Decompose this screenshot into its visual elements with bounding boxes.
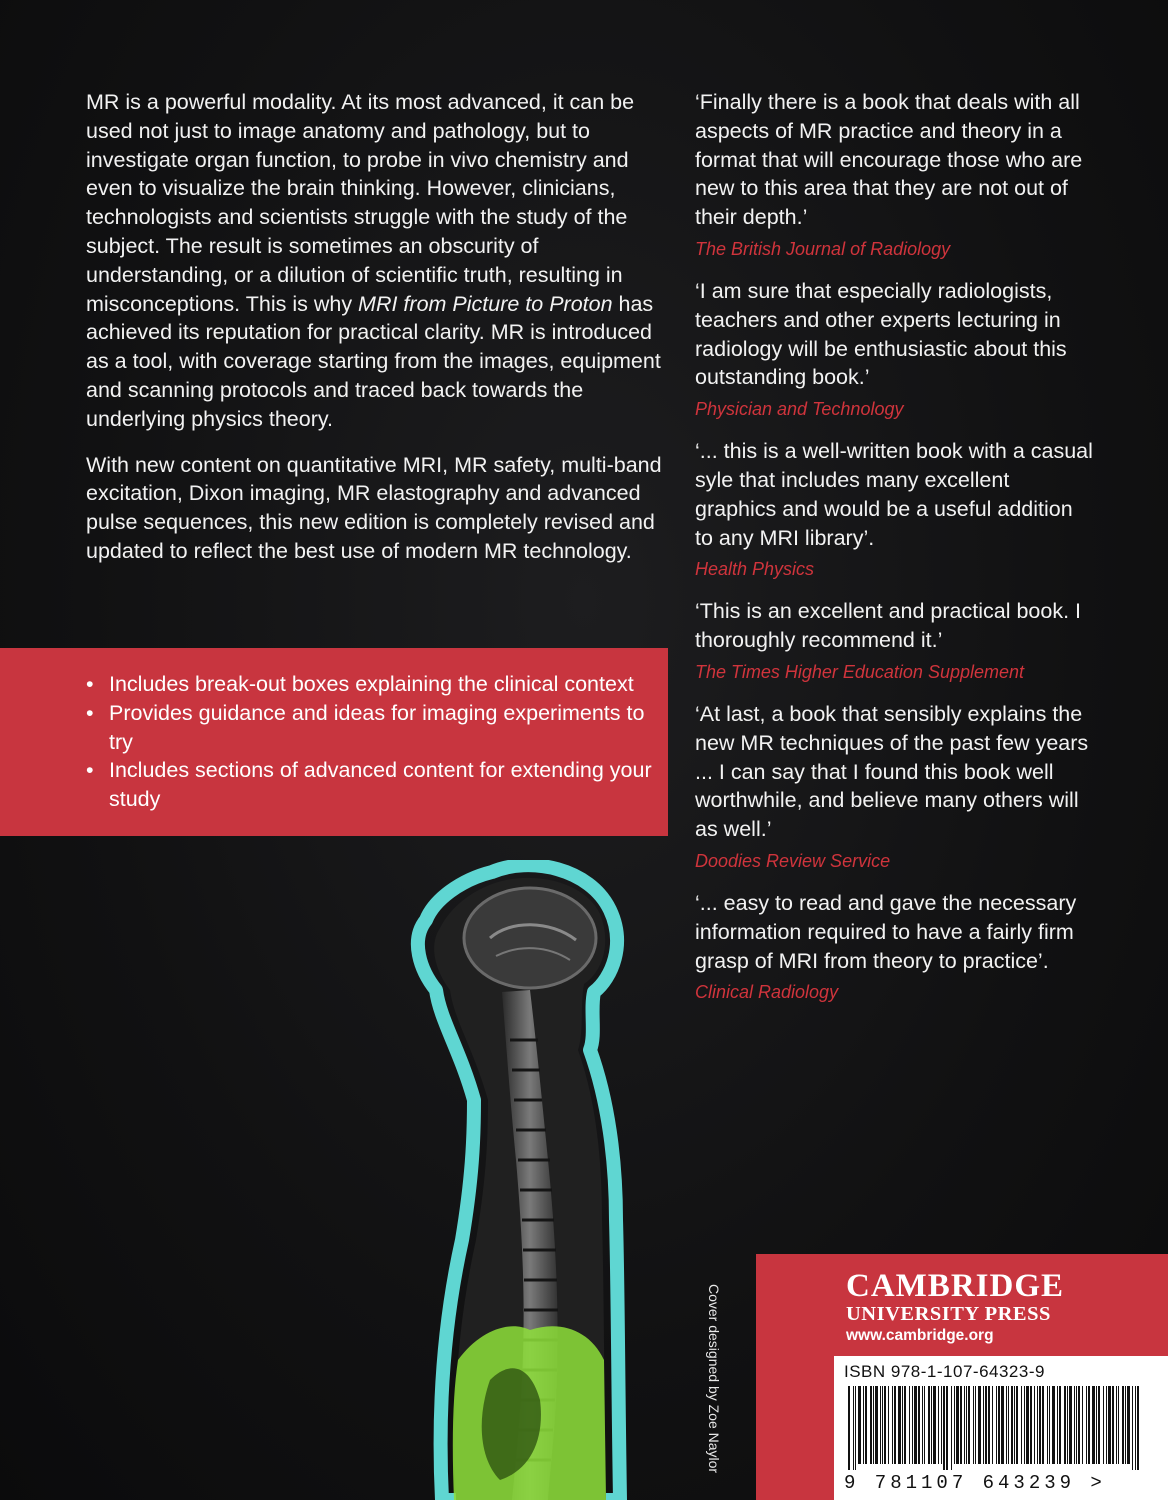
barcode-bar <box>1125 1386 1126 1464</box>
barcode-bar <box>978 1386 981 1464</box>
barcode-bar <box>996 1386 997 1464</box>
quote-text: ‘... easy to read and gave the necessary information required to have a fairly firm grasp of MRI from theory to practice’. <box>695 890 1077 973</box>
barcode-bar <box>1030 1386 1032 1464</box>
barcode-bar <box>873 1386 874 1464</box>
barcode-bar <box>985 1386 987 1464</box>
barcode-bar <box>1016 1386 1018 1464</box>
quote-text: ‘At last, a book that sensibly explains the new MR techniques of the past few years ... I can say that I found this book well worthwhile, and believe many others will as well.’ <box>695 701 1089 842</box>
barcode-bar <box>865 1386 867 1464</box>
barcode-bar <box>1082 1386 1083 1464</box>
barcode-bar <box>892 1386 893 1464</box>
barcode-bar <box>1122 1386 1124 1464</box>
barcode-bar <box>954 1386 955 1464</box>
barcode-bar <box>1034 1386 1035 1464</box>
barcode-bar <box>858 1386 861 1464</box>
barcode-bars <box>846 1386 1146 1470</box>
barcode-bar <box>1088 1386 1090 1464</box>
quote-source: Health Physics <box>695 559 815 580</box>
barcode-bar <box>1014 1386 1015 1464</box>
barcode-bar <box>902 1386 903 1464</box>
barcode-bar <box>938 1386 939 1464</box>
barcode-bar <box>1059 1386 1061 1464</box>
quote-source: Physician and Technology <box>695 399 904 420</box>
description-text-b: has achieved its reputation for practical clarity. MR is introduced as a tool, with coverage starting from the images, equipment and scanning protocols and traced back towards the underlying physics theory. <box>86 291 661 431</box>
barcode-bar <box>1037 1386 1038 1464</box>
barcode-bar <box>870 1386 872 1464</box>
barcode-bar <box>941 1386 942 1464</box>
quote-text: ‘This is an excellent and practical book. I thoroughly recommend it.’ <box>695 599 1082 653</box>
feature-text: Includes break-out boxes explaining the clinical context <box>109 672 634 696</box>
description-text-a: MR is a powerful modality. At its most advanced, it can be used not just to image anatomy and pathology, but to investigate organ function, to probe in vivo chemistry and even to visualize the brain thinking. However, clinicians, technologists and scientists struggle with the study of the subject. The result is sometimes an obscurity of understanding, or a dilution of scientific truth, resulting in misconceptions. This is why <box>86 90 635 316</box>
barcode-bar <box>848 1386 850 1470</box>
quote-text: ‘Finally there is a book that deals with all aspects of MR practice and theory in a format that will encourage those who are new to this area that they are not out of their depth.’ <box>695 90 1083 230</box>
isbn-label: ISBN 978-1-107-64323-9 <box>844 1362 1045 1381</box>
barcode-bar <box>1127 1386 1130 1464</box>
quote-source: Clinical Radiology <box>695 982 839 1003</box>
review-quote <box>695 597 1095 684</box>
barcode-bar <box>1108 1386 1111 1464</box>
publisher-name: CAMBRIDGE <box>846 1268 1065 1304</box>
barcode-bar <box>1112 1386 1114 1464</box>
review-quote <box>695 889 1095 1004</box>
barcode-bar <box>1057 1386 1058 1464</box>
barcode-bar <box>951 1386 952 1470</box>
barcode-bar <box>1008 1386 1009 1464</box>
review-quotes <box>695 88 1095 1020</box>
barcode-bar <box>988 1386 990 1464</box>
barcode-bar <box>909 1386 910 1464</box>
feature-text: Includes sections of advanced content for extending your study <box>109 758 652 812</box>
barcode-bar <box>882 1386 883 1464</box>
features-list <box>86 670 662 814</box>
barcode-bar <box>1039 1386 1041 1464</box>
barcode-bar <box>1024 1386 1025 1464</box>
barcode-bar <box>1132 1386 1133 1470</box>
barcode-bar <box>933 1386 936 1464</box>
barcode-bar <box>904 1386 906 1464</box>
quote-text: ‘... this is a well-written book with a casual syle that includes many excellent graphics and would be a useful addition to any MRI library’. <box>695 439 1093 550</box>
barcode-bar <box>918 1386 920 1464</box>
barcode-box <box>834 1356 1168 1500</box>
review-quote <box>695 277 1095 421</box>
description-blurb <box>86 88 666 583</box>
feature-item <box>86 756 662 814</box>
barcode-bar <box>863 1386 864 1464</box>
book-title-italic: MRI from Picture to Proton <box>358 291 613 316</box>
barcode-bar <box>968 1386 970 1464</box>
barcode-bar <box>1092 1386 1095 1464</box>
bullet-icon: • <box>86 758 94 783</box>
barcode-bar <box>898 1386 901 1464</box>
publisher-subname: UNIVERSITY PRESS <box>846 1303 1051 1325</box>
barcode-bar <box>1006 1386 1007 1464</box>
barcode-bar <box>992 1386 993 1464</box>
barcode-bar <box>960 1386 962 1464</box>
bullet-icon: • <box>86 700 94 725</box>
barcode-bar <box>884 1386 886 1464</box>
barcode-bar <box>943 1386 945 1470</box>
barcode-bar <box>1026 1386 1029 1464</box>
feature-text: Provides guidance and ideas for imaging experiments to try <box>109 700 645 754</box>
barcode-bar <box>1069 1386 1072 1464</box>
barcode-bar <box>998 1386 1000 1464</box>
publisher-block <box>756 1254 1168 1500</box>
ean-digits: 9 781107 643239 > <box>844 1472 1106 1494</box>
barcode-bar <box>1137 1386 1139 1470</box>
features-band <box>0 648 668 836</box>
barcode-bar <box>1074 1386 1075 1464</box>
mri-spine-image <box>380 860 700 1500</box>
barcode-bar <box>1106 1386 1107 1464</box>
quote-source: The British Journal of Radiology <box>695 238 951 259</box>
barcode-bar <box>1076 1386 1077 1464</box>
barcode-bar <box>983 1386 984 1464</box>
barcode-bar <box>1001 1386 1004 1464</box>
barcode-bar <box>973 1386 974 1464</box>
quote-source: Doodies Review Service <box>695 850 891 871</box>
barcode-bar <box>880 1386 881 1464</box>
barcode-bar <box>975 1386 976 1464</box>
barcode-bar <box>1049 1386 1050 1464</box>
cover-credit: Cover designed by Zoe Naylor <box>706 1284 722 1474</box>
barcode-bar <box>924 1386 925 1464</box>
barcode-bar <box>922 1386 923 1464</box>
review-quote <box>695 700 1095 873</box>
barcode-bar <box>1135 1386 1136 1470</box>
barcode-bar <box>875 1386 878 1464</box>
barcode-bar <box>853 1386 854 1470</box>
mri-brain <box>464 888 596 988</box>
barcode-bar <box>1103 1386 1104 1464</box>
barcode-bar <box>1078 1386 1080 1464</box>
barcode-bar <box>1098 1386 1100 1464</box>
barcode-bar <box>894 1386 896 1464</box>
barcode-bar <box>1067 1386 1068 1464</box>
barcode-bar <box>855 1386 856 1470</box>
bullet-icon: • <box>86 672 94 696</box>
barcode-bar <box>912 1386 913 1464</box>
barcode-bar <box>964 1386 965 1464</box>
description-paragraph-2: With new content on quantitative MRI, MR safety, multi-band excitation, Dixon imaging, MR elastography and advanced pulse sequences, this new edition is completely revised and updated to reflect the best use of modern MR technology. <box>86 452 662 563</box>
barcode-bar <box>888 1386 889 1464</box>
barcode-bar <box>1047 1386 1048 1464</box>
feature-item <box>86 699 662 757</box>
barcode-bar <box>946 1386 948 1470</box>
review-quote <box>695 88 1095 261</box>
barcode-bar <box>914 1386 917 1464</box>
barcode-bar <box>1042 1386 1044 1464</box>
barcode-bar <box>1064 1386 1066 1464</box>
barcode-bar <box>928 1386 930 1464</box>
barcode-bar <box>1011 1386 1013 1464</box>
barcode-bar <box>1116 1386 1117 1464</box>
barcode-bar <box>1052 1386 1055 1464</box>
barcode-bar <box>1118 1386 1119 1464</box>
quote-source: The Times Higher Education Supplement <box>695 661 1025 682</box>
barcode-bar <box>1086 1386 1087 1464</box>
barcode-bar <box>931 1386 932 1464</box>
barcode-bar <box>956 1386 959 1464</box>
publisher-url: www.cambridge.org <box>846 1327 994 1344</box>
description-paragraph-1 <box>86 88 666 434</box>
quote-text: ‘I am sure that especially radiologists, teachers and other experts lecturing in radiology will be enthusiastic about this outstanding book.’ <box>695 278 1067 390</box>
barcode-bar <box>1096 1386 1097 1464</box>
feature-item <box>86 670 662 699</box>
barcode-bar <box>1021 1386 1022 1464</box>
barcode-bar <box>966 1386 967 1464</box>
review-quote <box>695 437 1095 581</box>
